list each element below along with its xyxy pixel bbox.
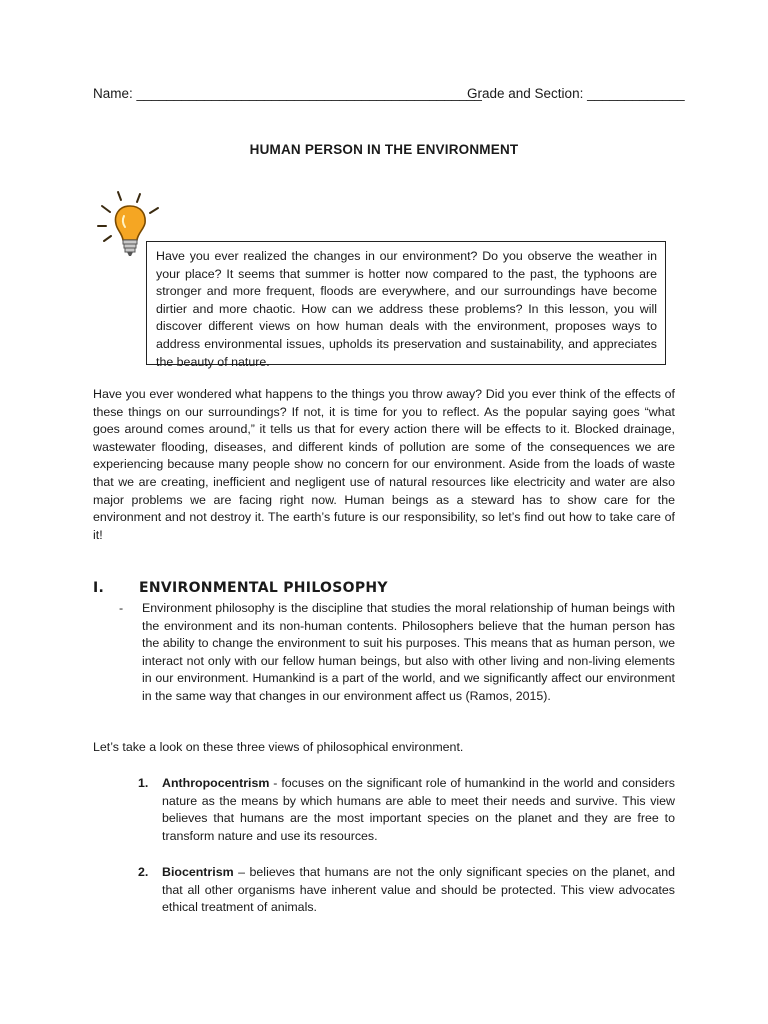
name-field-label: Name: ______________________________________________	[93, 86, 482, 101]
section-body	[119, 600, 675, 706]
list-text: - focuses on the significant role of humankind in the world and considers nature as the means by which humans are able to meet their needs and survive. This view believes that humans are the most important species on the planet and they are free to transform nature and use its resources.	[162, 776, 675, 843]
section-heading	[93, 580, 388, 596]
list-term: Anthropocentrism	[162, 776, 270, 790]
list-number: 1.	[138, 776, 149, 790]
views-intro-paragraph: Let’s take a look on these three views of philosophical environment.	[93, 740, 464, 754]
list-item	[138, 775, 675, 845]
section-title: ENVIRONMENTAL PHILOSOPHY	[139, 580, 388, 596]
intro-box: Have you ever realized the changes in our environment? Do you observe the weather in your place? It seems that summer is hotter now compared to the past, the typhoons are stronger and more frequent, floods are everywhere, and our surroundings have become dirtier and more chaotic. How can we address these problems? In this lesson, you will discover different views on how human deals with the environment, proposes ways to address environmental issues, upholds its preservation and sustainability, and appreciates the beauty of nature.	[146, 241, 666, 365]
dash-bullet: -	[119, 601, 124, 615]
grade-section-field-label: Grade and Section: _____________	[467, 86, 685, 101]
section-body-text: Environment philosophy is the discipline that studies the moral relationship of human beings with the environment and its non-human contents. Philosophers believe that the human person has the ability to change the environment to suit his purposes. This means that as human person, we interact not only with our fellow human beings, but also with other living and non-living elements in our environment. Humankind is a part of the world, and we significantly affect our environment in the same way that changes in our environment affect us (Ramos, 2015).	[142, 601, 675, 703]
list-item	[138, 864, 675, 917]
list-number: 2.	[138, 865, 149, 879]
section-number: I.	[93, 580, 105, 596]
list-term: Biocentrism	[162, 865, 234, 879]
intro-paragraph: Have you ever wondered what happens to the things you throw away? Did you ever think of the effects of these things on our surroundings? If not, it is time for you to reflect. As the popular saying goes “what goes around comes around,” it tells us that for every action there will be effects to it. Blocked drainage, wastewater flooding, diseases, and different kinds of pollution are some of the consequences we are experiencing because many people show no concern for our environment. Aside from the loads of waste that we are creating, inefficient and negligent use of natural resources like electricity and water are also major problems we are facing right now. Human beings as a steward has to show care for the environment and not destroy it. The earth’s future is our responsibility, so let’s find out how to take care of it!	[93, 387, 675, 542]
list-text: – believes that humans are not the only significant species on the planet, and that all other organisms have inherent value and should be protected. This view advocates ethical treatment of animals.	[162, 865, 675, 915]
page-title: HUMAN PERSON IN THE ENVIRONMENT	[249, 142, 519, 157]
